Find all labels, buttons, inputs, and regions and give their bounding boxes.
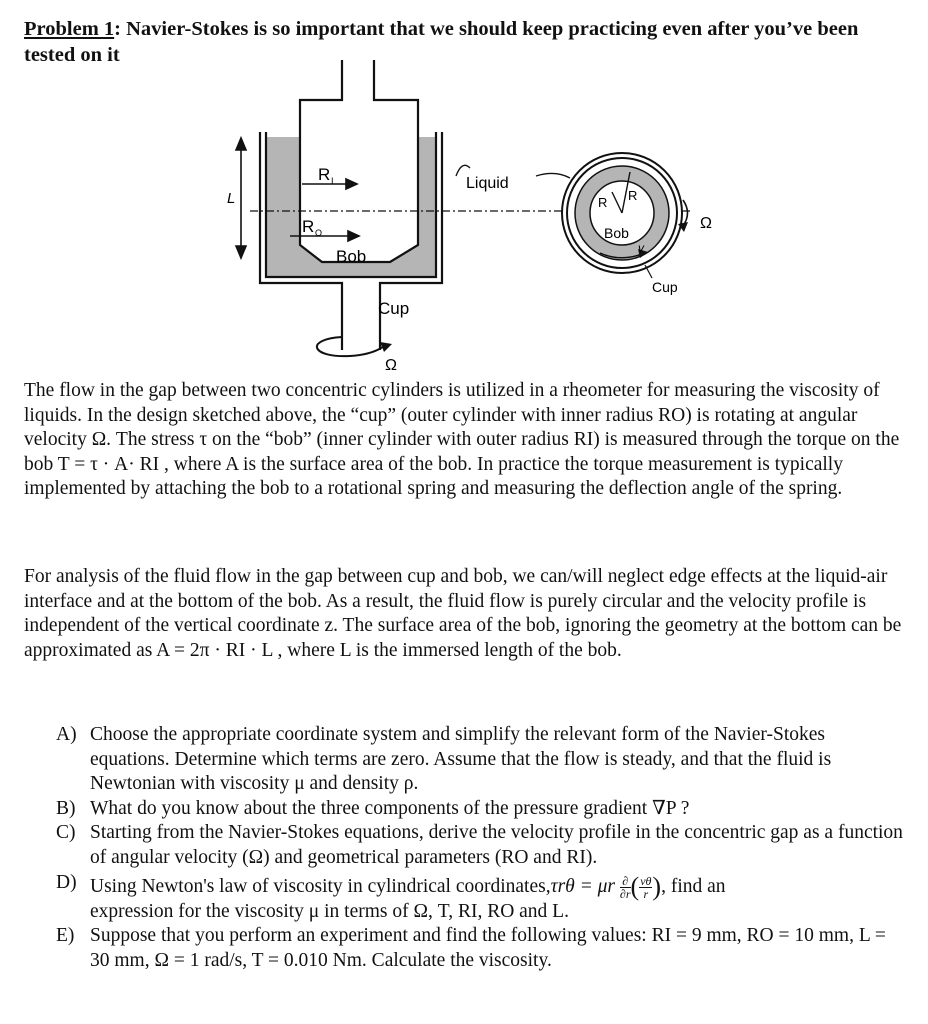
question-d-text: Using Newton's law of viscosity in cylindrical coordinates, [90, 875, 551, 897]
question-list [56, 723, 906, 973]
ro-label: R [302, 217, 315, 236]
question-c [56, 821, 906, 870]
question-b [56, 797, 906, 822]
top-ro-label: R [628, 188, 638, 203]
question-c-text: Starting from the Navier-Stokes equations, derive the velocity profile in the concentric gap as a function of angular velocity (Ω) and geometrical parameters (RO and RI). [90, 822, 903, 868]
cup-label: Cup [378, 299, 410, 318]
omega-label-top: Ω [700, 215, 712, 232]
problem-title-text: : Navier-Stokes is so important that we should keep practicing even after you’ve been tested on it [24, 18, 859, 66]
ro-label-sub: O [315, 228, 323, 238]
question-e-text: Suppose that you perform an experiment and find the following values: RI = 9 mm, RO = 10 mm, L = 30 mm, Ω = 1 rad/s, T = 0.010 Nm. Calculate the viscosity. [90, 925, 886, 971]
formula-velocity-fraction: $\frac{v\theta}{r}$ [640, 873, 652, 901]
question-d-label: D) [56, 871, 77, 893]
rheometer-figure [0, 0, 928, 380]
ri-label-sub: I [331, 176, 334, 186]
length-label: L [227, 190, 236, 207]
question-b-label: B) [56, 797, 76, 819]
question-d-text-post: , find an [661, 875, 726, 897]
liquid-label: Liquid [466, 175, 509, 192]
analysis-paragraph: For analysis of the fluid flow in the gap between cup and bob, we can/will neglect edge effects at the liquid-air interface and at the bottom of the bob. As a result, the fluid flow is purely circular and the velocity profile is independent of the vertical coordinate z. The surface area of the bob, ignoring the geometry at the bottom can be approximated as A = 2π · RI · L , where L is the immersed length of the bob. [24, 566, 902, 661]
question-d: D) Using Newton's law of viscosity in cylindrical coordinates,τrθ = μr $\frac{\partial}{\partial r}$ ( $\frac{v\theta}{r}$ ), find an expression for the viscosity μ in terms of Ω, T, RI, RO and L. [56, 871, 726, 922]
top-view [562, 153, 688, 278]
question-a-text: Choose the appropriate coordinate system and simplify the relevant form of the Navier-Stokes equations. Determine which terms are zero. Assume that the flow is steady, and that the fluid is Newtonian with viscosity μ and density ρ. [90, 724, 832, 795]
question-a-label: A) [56, 724, 77, 745]
rotation-arrow [317, 337, 384, 356]
formula-partial-fraction: $\frac{\partial}{\partial r}$ [619, 873, 631, 901]
velocity-label: v [638, 241, 644, 255]
top-ri-label: R [598, 195, 608, 210]
question-d-text-line2: expression for the viscosity μ in terms of Ω, T, RI, RO and L. [90, 900, 569, 922]
length-dimension [236, 138, 246, 258]
top-bob-label: Bob [604, 225, 629, 241]
question-e-label: E) [56, 925, 75, 947]
formula-lhs: τrθ = μr [550, 875, 616, 897]
ri-label: R [318, 165, 331, 184]
intro-paragraph: The flow in the gap between two concentric cylinders is utilized in a rheometer for measuring the viscosity of liquids. In the design sketched above, the “cup” (outer cylinder with inner radius RO) is rotating at angular velocity Ω. The stress τ on the “bob” (inner cylinder with outer radius RI) is measured through the torque on the bob T = τ · A· RI , where A is the surface area of the bob. In practice the torque measurement is typically implemented by attaching the bob to a rotational spring and measuring the deflection angle of the spring. [24, 380, 900, 500]
question-e [56, 924, 906, 973]
bob-label: Bob [336, 247, 367, 266]
question-b-text: What do you know about the three components of the pressure gradient ∇P ? [90, 797, 690, 819]
question-a [56, 723, 906, 797]
problem-label: Problem 1 [24, 18, 115, 40]
omega-label-bottom: Ω [385, 357, 397, 374]
question-c-label: C) [56, 822, 76, 844]
top-cup-label: Cup [652, 279, 678, 295]
